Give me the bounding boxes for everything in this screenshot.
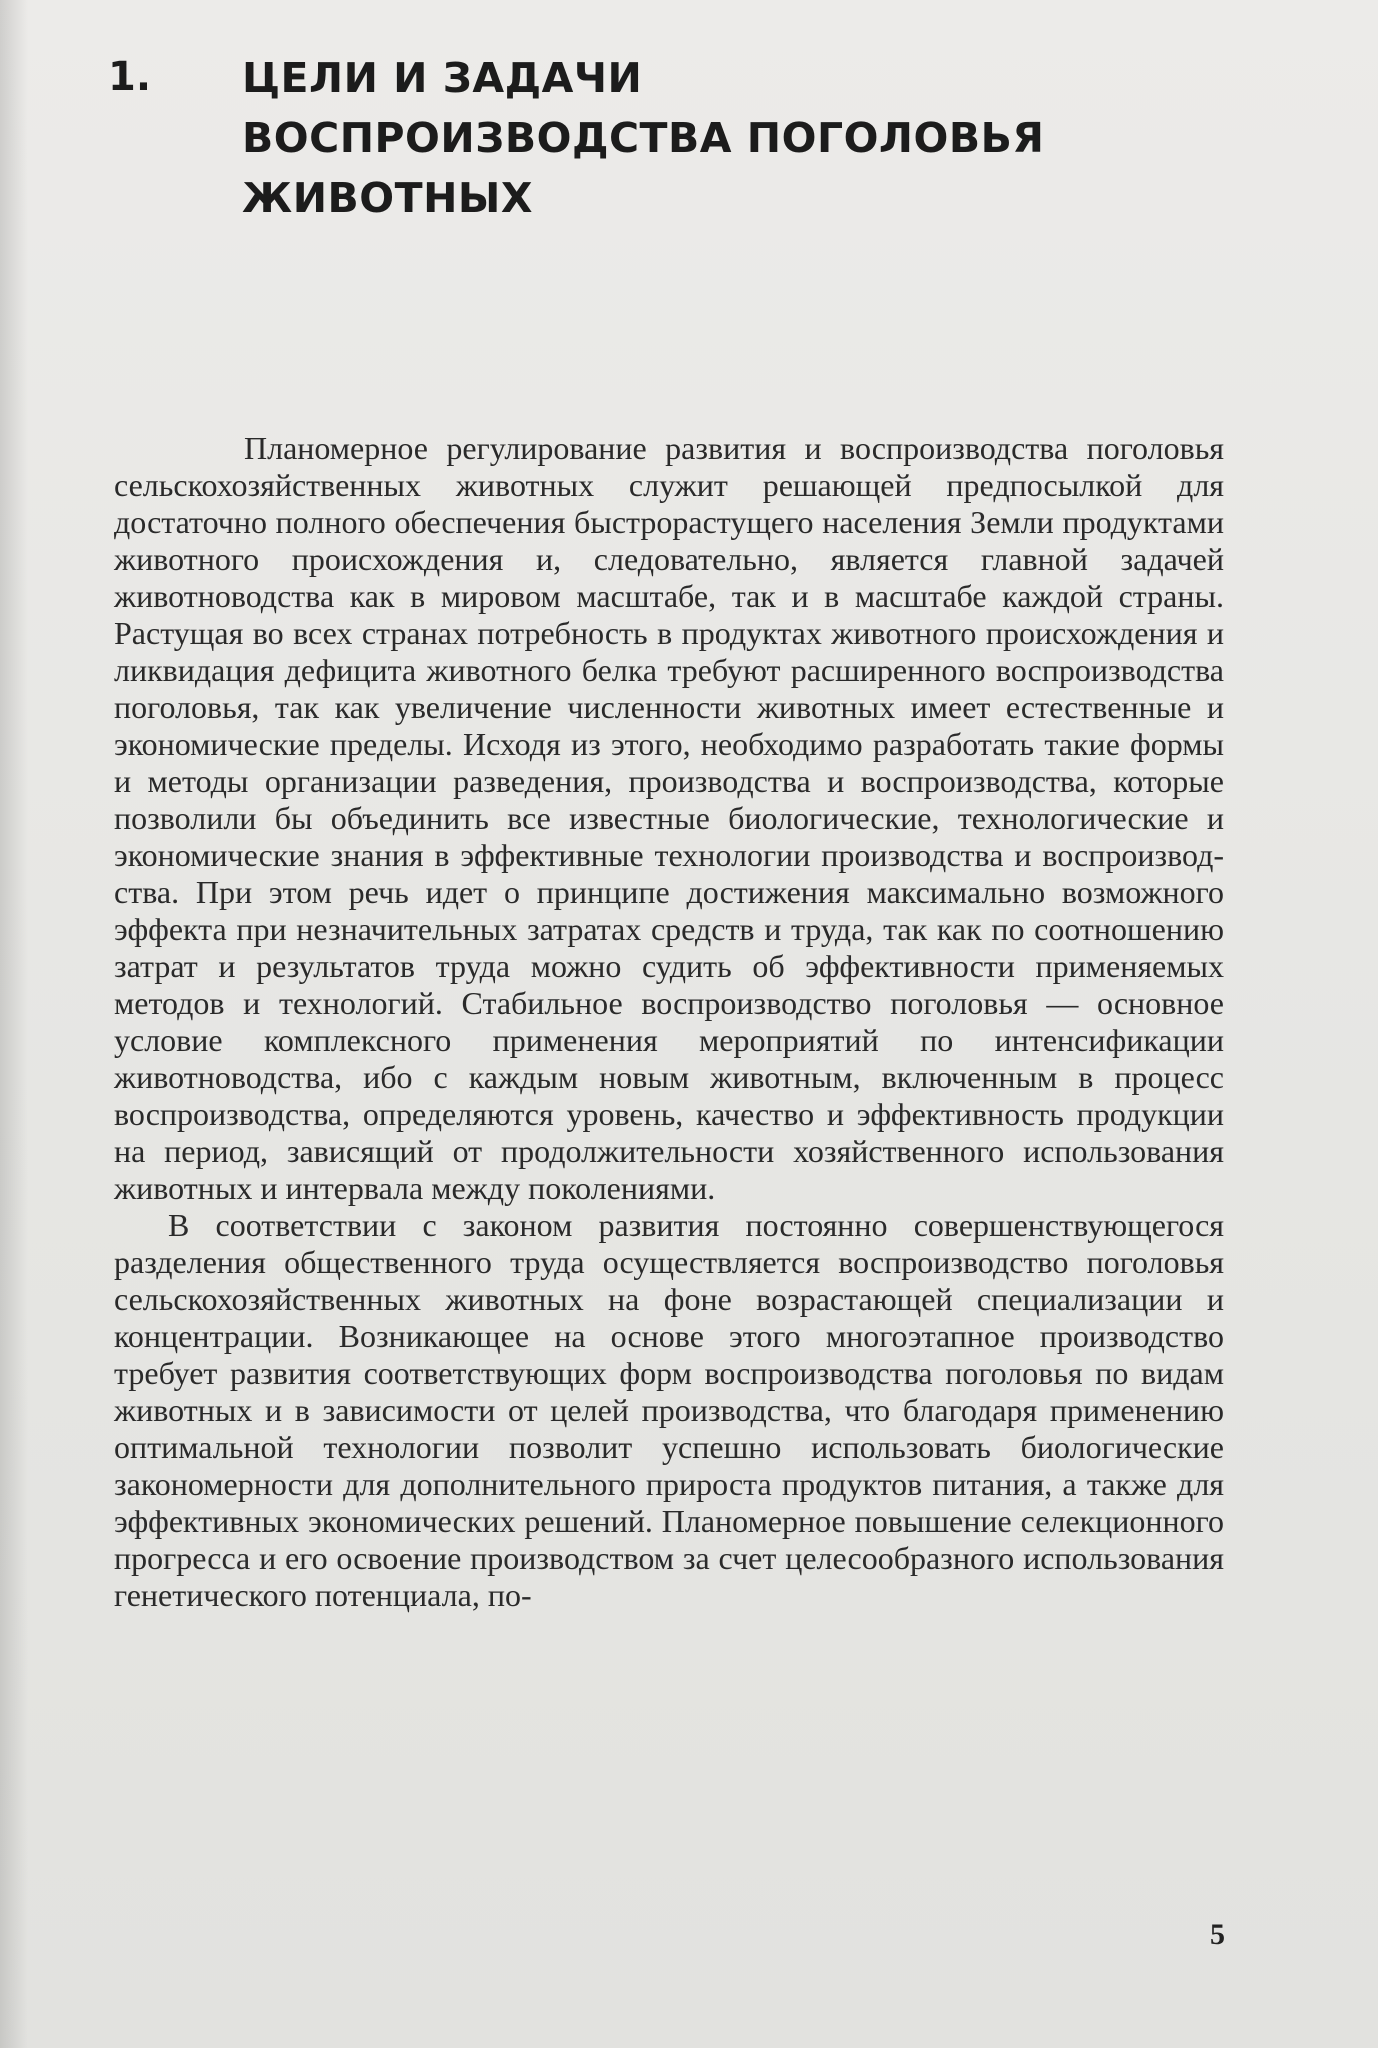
section-title: ЦЕЛИ И ЗАДАЧИ ВОСПРОИЗВОДСТВА ПОГОЛОВЬЯ ЖИВОТНЫХ <box>242 54 1045 222</box>
page-number: 5 <box>1210 1918 1225 1951</box>
section-number: 1. <box>108 54 152 100</box>
paragraph-2: В соответствии с законом развития постоянно совершенствующегося разделения общественного труда осуществляется воспроизводство поголовья сельскохозяйственных животных на фоне возрастающей специализации и концентрации. Возникающее на основе этого многоэтапное производство требует развития соответствующих форм воспроизводства поголовья по видам животных и в зависимости от целей производства, что благодаря применению оптимальной технологии позволит успешно использовать биологические закономерности для дополнительного прироста продуктов питания, а также для эффективных экономических решений. Планомерное повышение селекционного прогресса и его освоение производством за счет целесообразного использования генетического потенциала, по- <box>114 1207 1224 1613</box>
page-edge-shadow <box>0 0 28 2048</box>
body-text <box>114 430 1224 1614</box>
paragraph-1: Планомерное регулирование развития и воспроизводства поголовья сельскохозяйственных животных служит решающей предпосылкой для достаточно полного обеспечения быстрорастущего населения Земли продуктами животного происхождения и, следовательно, является главной задачей животноводства как в мировом масштабе, так и в масштабе каждой страны. Растущая во всех странах потребность в продуктах животного происхождения и ликвидация дефицита животного белка требуют расширенного воспроизводства поголовья, так как увеличение численности животных имеет естественные и экономические пределы. Исходя из этого, необходимо разработать такие формы и методы организации разведения, производства и воспроизводства, которые позволили бы объединить все известные биологические, технологические и экономические знания в эффективные технологии производства и воспроизводства. При этом речь идет о принципе достижения максимально возможного эффекта при незначительных затратах средств и труда, так как по соотношению затрат и результатов труда можно судить об эффективности применяемых методов и технологий. Стабильное воспроизводство поголовья — основное условие комплексного применения мероприятий по интенсификации животноводства, ибо с каждым новым животным, включенным в процесс воспроизводства, определяются уровень, качество и эффективность продукции на период, зависящий от продолжительности хозяйственного использования животных и интервала между поколениями. <box>114 430 1224 1206</box>
